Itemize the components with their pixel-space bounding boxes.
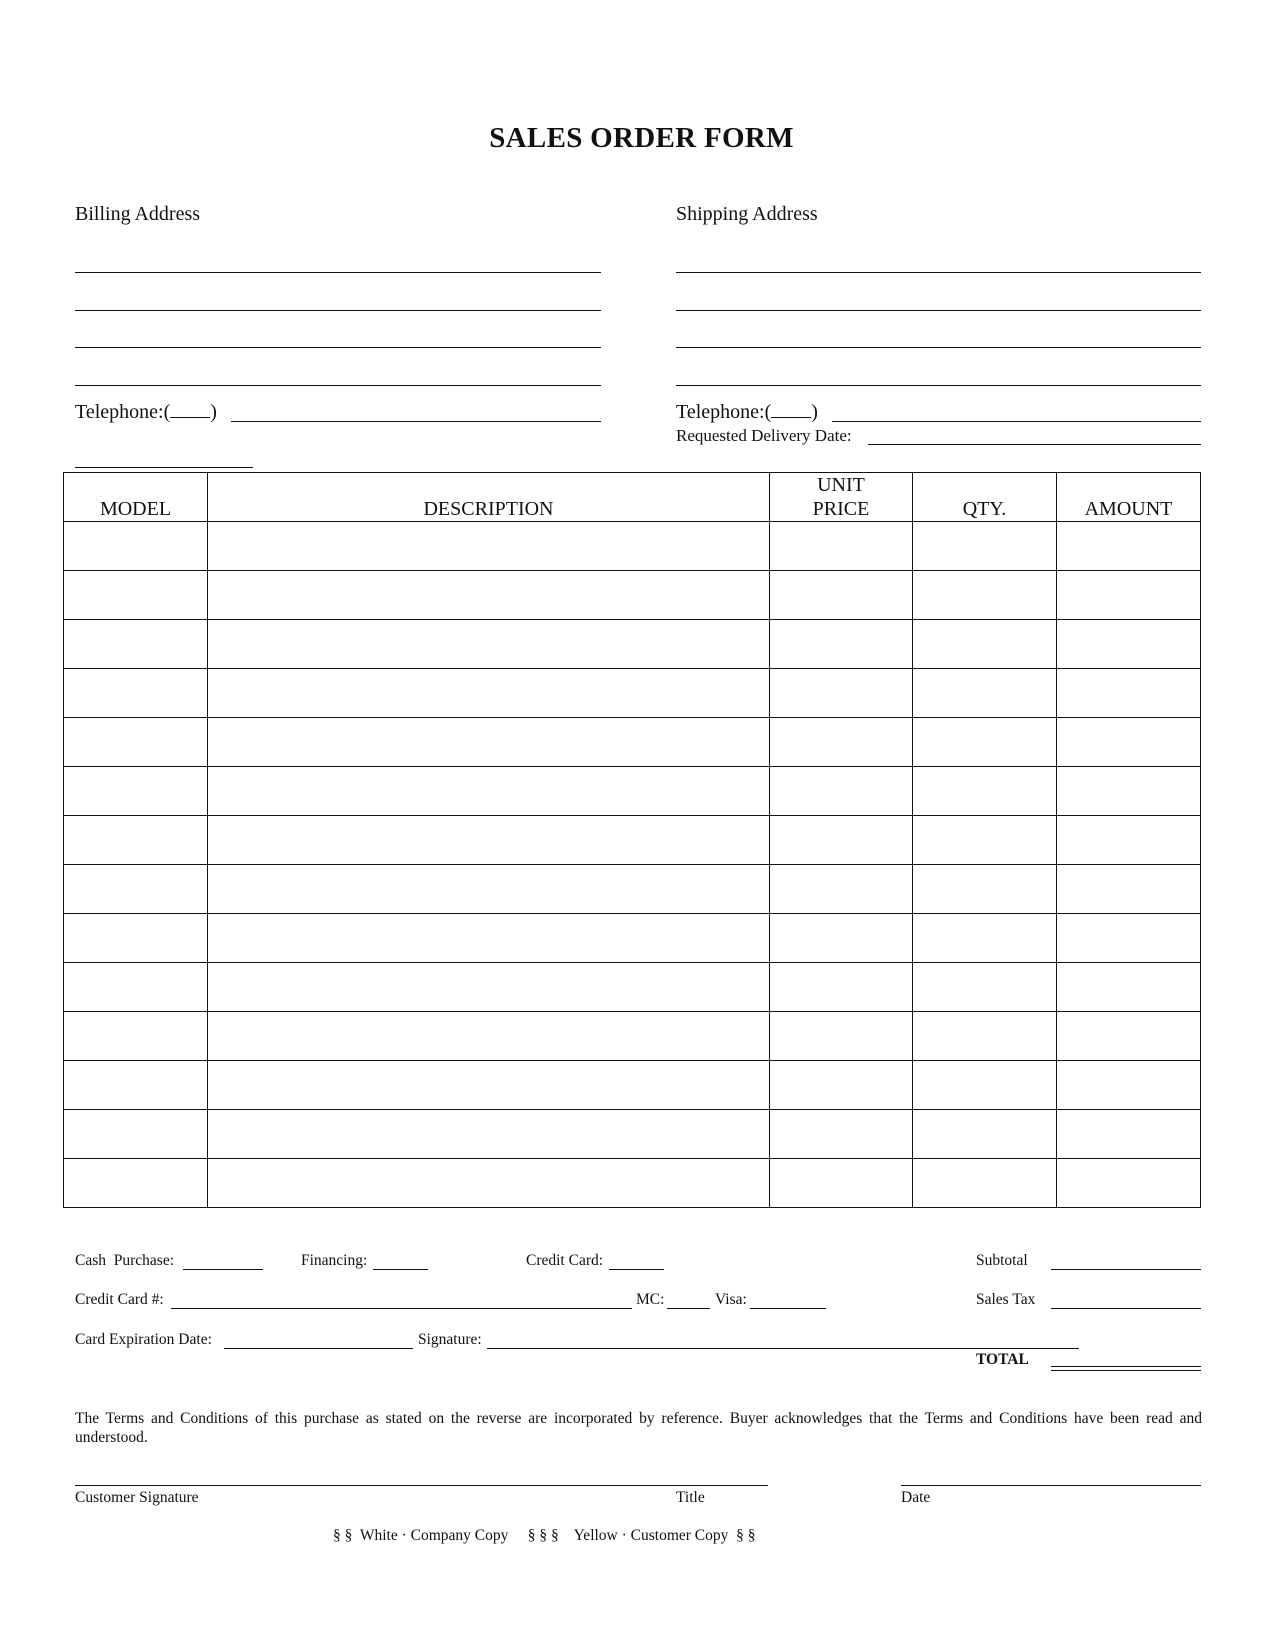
cash-purchase-field[interactable] [183, 1269, 263, 1270]
financing-field[interactable] [373, 1269, 428, 1270]
date-field[interactable] [901, 1485, 1201, 1486]
unit-price-cell[interactable] [770, 1061, 913, 1110]
expiration-field[interactable] [224, 1348, 413, 1349]
table-row [64, 620, 1201, 669]
unit-price-cell[interactable] [770, 718, 913, 767]
shipping-address-line-4[interactable] [676, 385, 1201, 386]
model-cell[interactable] [64, 620, 208, 669]
amount-cell[interactable] [1057, 1110, 1201, 1159]
description-cell[interactable] [208, 963, 770, 1012]
amount-cell[interactable] [1057, 865, 1201, 914]
qty-cell[interactable] [913, 914, 1057, 963]
amount-cell[interactable] [1057, 914, 1201, 963]
unit-price-cell[interactable] [770, 865, 913, 914]
amount-cell[interactable] [1057, 767, 1201, 816]
unit-price-cell[interactable] [770, 1159, 913, 1208]
model-cell[interactable] [64, 1061, 208, 1110]
unit-price-cell[interactable] [770, 767, 913, 816]
order-table-body [64, 522, 1201, 1208]
description-cell[interactable] [208, 620, 770, 669]
qty-cell[interactable] [913, 963, 1057, 1012]
model-cell[interactable] [64, 1012, 208, 1061]
table-row [64, 669, 1201, 718]
model-cell[interactable] [64, 865, 208, 914]
credit-card-number-label: Credit Card #: [75, 1291, 164, 1308]
mc-field[interactable] [667, 1308, 710, 1309]
total-field-line-2 [1051, 1370, 1201, 1371]
model-cell[interactable] [64, 718, 208, 767]
shipping-telephone-field[interactable] [832, 421, 1201, 422]
qty-cell[interactable] [913, 522, 1057, 571]
table-row [64, 1061, 1201, 1110]
description-cell[interactable] [208, 571, 770, 620]
table-row [64, 914, 1201, 963]
column-header-model: MODEL [64, 473, 208, 522]
amount-cell[interactable] [1057, 620, 1201, 669]
date-label: Date [901, 1489, 931, 1506]
shipping-address-line-1[interactable] [676, 272, 1201, 273]
sales-tax-label: Sales Tax [976, 1291, 1036, 1308]
amount-cell[interactable] [1057, 669, 1201, 718]
billing-address-line-1[interactable] [75, 272, 601, 273]
payment-signature-field[interactable] [487, 1348, 1079, 1349]
title-label: Title [676, 1489, 705, 1506]
shipping-address-line-3[interactable] [676, 347, 1201, 348]
shipping-telephone-label [676, 401, 818, 424]
qty-cell[interactable] [913, 1159, 1057, 1208]
shipping-area-code-field[interactable] [771, 403, 811, 418]
total-label: TOTAL [976, 1351, 1029, 1368]
unit-price-cell[interactable] [770, 571, 913, 620]
unit-price-cell[interactable] [770, 963, 913, 1012]
unit-price-cell[interactable] [770, 669, 913, 718]
table-row [64, 963, 1201, 1012]
table-row [64, 1012, 1201, 1061]
description-cell[interactable] [208, 1159, 770, 1208]
qty-cell[interactable] [913, 767, 1057, 816]
total-field-line-1[interactable] [1051, 1366, 1201, 1367]
amount-cell[interactable] [1057, 718, 1201, 767]
billing-address-line-2[interactable] [75, 310, 601, 311]
description-cell[interactable] [208, 1061, 770, 1110]
terms-text: The Terms and Conditions of this purchase as stated on the reverse are incorporated by reference. Buyer acknowledges that the Terms and Conditions have been read and understood. [75, 1410, 1202, 1446]
description-cell[interactable] [208, 669, 770, 718]
visa-label: Visa: [715, 1291, 747, 1308]
billing-area-code-field[interactable] [170, 403, 210, 418]
amount-cell[interactable] [1057, 571, 1201, 620]
model-cell[interactable] [64, 669, 208, 718]
description-cell[interactable] [208, 816, 770, 865]
description-cell[interactable] [208, 1110, 770, 1159]
model-cell[interactable] [64, 767, 208, 816]
qty-cell[interactable] [913, 571, 1057, 620]
credit-card-field[interactable] [609, 1269, 664, 1270]
description-cell[interactable] [208, 914, 770, 963]
table-header-row [64, 473, 1201, 522]
table-row [64, 767, 1201, 816]
unit-price-cell[interactable] [770, 1110, 913, 1159]
shipping-address-heading: Shipping Address [676, 203, 818, 225]
qty-cell[interactable] [913, 1110, 1057, 1159]
shipping-telephone-close: ) [811, 401, 818, 423]
amount-cell[interactable] [1057, 963, 1201, 1012]
delivery-date-field[interactable] [868, 444, 1201, 445]
table-row [64, 1110, 1201, 1159]
amount-cell[interactable] [1057, 1061, 1201, 1110]
expiration-label: Card Expiration Date: [75, 1331, 212, 1348]
qty-cell[interactable] [913, 865, 1057, 914]
model-cell[interactable] [64, 571, 208, 620]
amount-cell[interactable] [1057, 1012, 1201, 1061]
unit-price-cell[interactable] [770, 914, 913, 963]
table-row [64, 1159, 1201, 1208]
unit-price-cell[interactable] [770, 620, 913, 669]
model-cell[interactable] [64, 522, 208, 571]
model-cell[interactable] [64, 914, 208, 963]
billing-telephone-field[interactable] [231, 421, 601, 422]
cash-purchase-label: Cash Purchase: [75, 1252, 175, 1269]
column-header-amount: AMOUNT [1057, 473, 1201, 522]
billing-address-line-3[interactable] [75, 347, 601, 348]
description-cell[interactable] [208, 865, 770, 914]
table-row [64, 522, 1201, 571]
subtotal-field[interactable] [1051, 1269, 1201, 1270]
model-cell[interactable] [64, 1159, 208, 1208]
order-table [63, 472, 1201, 1208]
billing-extra-line[interactable] [75, 467, 253, 468]
billing-telephone-label [75, 401, 217, 424]
billing-telephone-close: ) [210, 401, 217, 423]
mc-label: MC: [636, 1291, 665, 1308]
column-header-qty: QTY. [913, 473, 1057, 522]
amount-cell[interactable] [1057, 522, 1201, 571]
model-cell[interactable] [64, 816, 208, 865]
unit-price-cell[interactable] [770, 1012, 913, 1061]
visa-field[interactable] [750, 1308, 826, 1309]
sales-tax-field[interactable] [1051, 1308, 1201, 1309]
delivery-date-label: Requested Delivery Date: [676, 426, 852, 445]
qty-cell[interactable] [913, 718, 1057, 767]
financing-label: Financing: [301, 1252, 368, 1269]
table-row [64, 571, 1201, 620]
shipping-telephone-open: Telephone:( [676, 401, 772, 423]
column-header-unit-price: UNIT PRICE [770, 473, 913, 522]
table-row [64, 718, 1201, 767]
credit-card-number-field[interactable] [171, 1308, 632, 1309]
qty-cell[interactable] [913, 1061, 1057, 1110]
shipping-address-line-2[interactable] [676, 310, 1201, 311]
customer-signature-field[interactable] [75, 1485, 768, 1486]
description-cell[interactable] [208, 718, 770, 767]
column-header-description: DESCRIPTION [208, 473, 770, 522]
qty-cell[interactable] [913, 816, 1057, 865]
table-row [64, 816, 1201, 865]
description-cell[interactable] [208, 767, 770, 816]
billing-address-line-4[interactable] [75, 385, 601, 386]
model-cell[interactable] [64, 963, 208, 1012]
description-cell[interactable] [208, 522, 770, 571]
customer-signature-label: Customer Signature [75, 1489, 199, 1506]
signature-label: Signature: [418, 1331, 482, 1348]
qty-cell[interactable] [913, 1012, 1057, 1061]
page-title: SALES ORDER FORM [489, 122, 794, 154]
amount-cell[interactable] [1057, 1159, 1201, 1208]
subtotal-label: Subtotal [976, 1252, 1028, 1269]
unit-price-cell[interactable] [770, 816, 913, 865]
billing-address-heading: Billing Address [75, 203, 201, 225]
qty-cell[interactable] [913, 620, 1057, 669]
amount-cell[interactable] [1057, 816, 1201, 865]
credit-card-label: Credit Card: [526, 1252, 604, 1269]
model-cell[interactable] [64, 1110, 208, 1159]
qty-cell[interactable] [913, 669, 1057, 718]
billing-telephone-open: Telephone:( [75, 401, 171, 423]
unit-price-cell[interactable] [770, 522, 913, 571]
description-cell[interactable] [208, 1012, 770, 1061]
table-row [64, 865, 1201, 914]
copy-distribution-note: § § White · Company Copy § § § Yellow · Customer Copy § § [333, 1527, 756, 1544]
